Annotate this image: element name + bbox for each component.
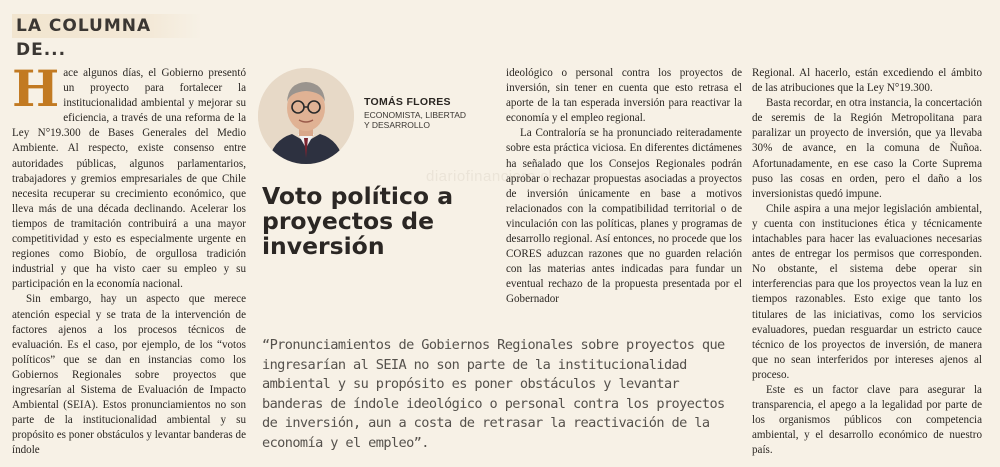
author-role-line: ECONOMISTA, LIBERTAD bbox=[364, 110, 467, 120]
paragraph: Regional. Al hacerlo, están excediendo el ámbito de las atribuciones que la Ley N°19.300. bbox=[752, 67, 982, 95]
paragraph: Basta recordar, en otra instancia, la concertación de seremis de la Región Metropolitana para paralizar un proyecto de inversión, que ya llevaba 30% de avance, en la comuna de Ñuñoa. Afortunadamente, en ese caso la Corte Suprema puso las cosas en orden, pero el daño a los inversionistas quedó impune. bbox=[752, 97, 982, 200]
author-role bbox=[364, 110, 484, 130]
author-portrait-icon bbox=[258, 68, 354, 164]
paragraph: Este es un factor clave para asegurar la transparencia, el apego a la legalidad por parte de los organismos públicos con competencia ambiental, y el desarrollo económico de nuestro país. bbox=[752, 383, 982, 457]
article-column-1 bbox=[12, 59, 246, 458]
author-role-line: Y DESARROLLO bbox=[364, 120, 430, 130]
section-title: LA COLUMNA DE... bbox=[12, 14, 202, 38]
paragraph: ideológico o personal contra los proyectos de inversión, sin tener en cuenta que esto retrasa el aporte de la tan esperada inversión para reactivar la economía y el empleo regional. bbox=[506, 67, 742, 125]
drop-cap: H bbox=[12, 59, 60, 118]
author-name: TOMÁS FLORES bbox=[364, 96, 451, 108]
headline-line: Voto político a bbox=[262, 182, 454, 210]
paragraph: ace algunos días, el Gobierno presentó un proyecto para fortalecer la institucionalidad ambiental y mejorar su eficiencia, a través de una reforma de la Ley N°19.300 de Bases Generales del Medio Ambiente. Al respecto, existe consenso entre autoridades públicas, algunos parlamentarios, trabajadores y gremios empresariales de que Chile necesita recuperar su crecimiento económico, que lleva más de una década declinando. Acelerar los tiempos de tramitación contribuirá a una mayor competitividad y esto es especialmente urgente en regiones como Biobío, de orgullosa tradición industrial y que ha visto caer su empleo y su participación en la economía nacional. bbox=[12, 67, 246, 291]
article-headline bbox=[262, 184, 492, 259]
section-header bbox=[0, 0, 1000, 60]
headline-line: inversión bbox=[262, 232, 385, 260]
paragraph: La Contraloría se ha pronunciado reiteradamente sobre esta práctica viciosa. En diferentes dictámenes ha señalado que los Consejos Regionales podrán aprobar o rechazar propuestas asociadas a proyectos de inversión únicamente en base a motivos relacionados con la compatibilidad territorial o de vinculación con las políticas, planes y programas de desarrollo regional. Así entonces, no procede que los CORES aduzcan razones que no guarden relación con las materias antes indicadas para fundar un eventual rechazo de la propuesta presentada por el Gobernador bbox=[506, 127, 742, 306]
author-photo bbox=[258, 68, 354, 164]
article-column-3 bbox=[506, 66, 742, 308]
paragraph: Sin embargo, hay un aspecto que merece atención especial y se trata de la intervención de factores ajenos a los procesos técnicos de evaluación. Es el caso, por ejemplo, de los “votos políticos” que se dan en instancias como los Gobiernos Regionales sobre proyectos que ingresarían al Sistema de Evaluación de Impacto Ambiental (SEIA). Estos pronunciamientos no son parte de la institucionalidad ambiental y su propósito es poner obstáculos y levantar banderas de índole bbox=[12, 293, 246, 457]
watermark: diariofinanciero.cl bbox=[426, 168, 553, 185]
headline-line: proyectos de bbox=[262, 207, 435, 235]
paragraph: Chile aspira a una mejor legislación ambiental, y cuenta con instituciones ética y técnicamente intachables para hacer las evaluaciones necesarias antes de entregar los permisos que corresponden. No obstante, el sistema debe operar sin interferencias para que los proyectos vean la luz en tiempos razonables. Esto exige que tanto los titulares de las iniciativas, como los servicios evaluadores, puedan resguardar un estricto cauce técnico de los proyectos de inversión, de manera que no sean interferidos por intereses ajenos al proceso. bbox=[752, 202, 982, 381]
article-column-4 bbox=[752, 66, 982, 458]
pull-quote: “Pronunciamientos de Gobiernos Regionales sobre proyectos que ingresarían al SEIA no son parte de la institucionalidad ambiental y su propósito es poner obstáculos y levantar banderas de índole ideológico o personal contra los proyectos de inversión, aun a costa de retrasar la reactivación de la economía y el empleo”. bbox=[262, 337, 725, 451]
